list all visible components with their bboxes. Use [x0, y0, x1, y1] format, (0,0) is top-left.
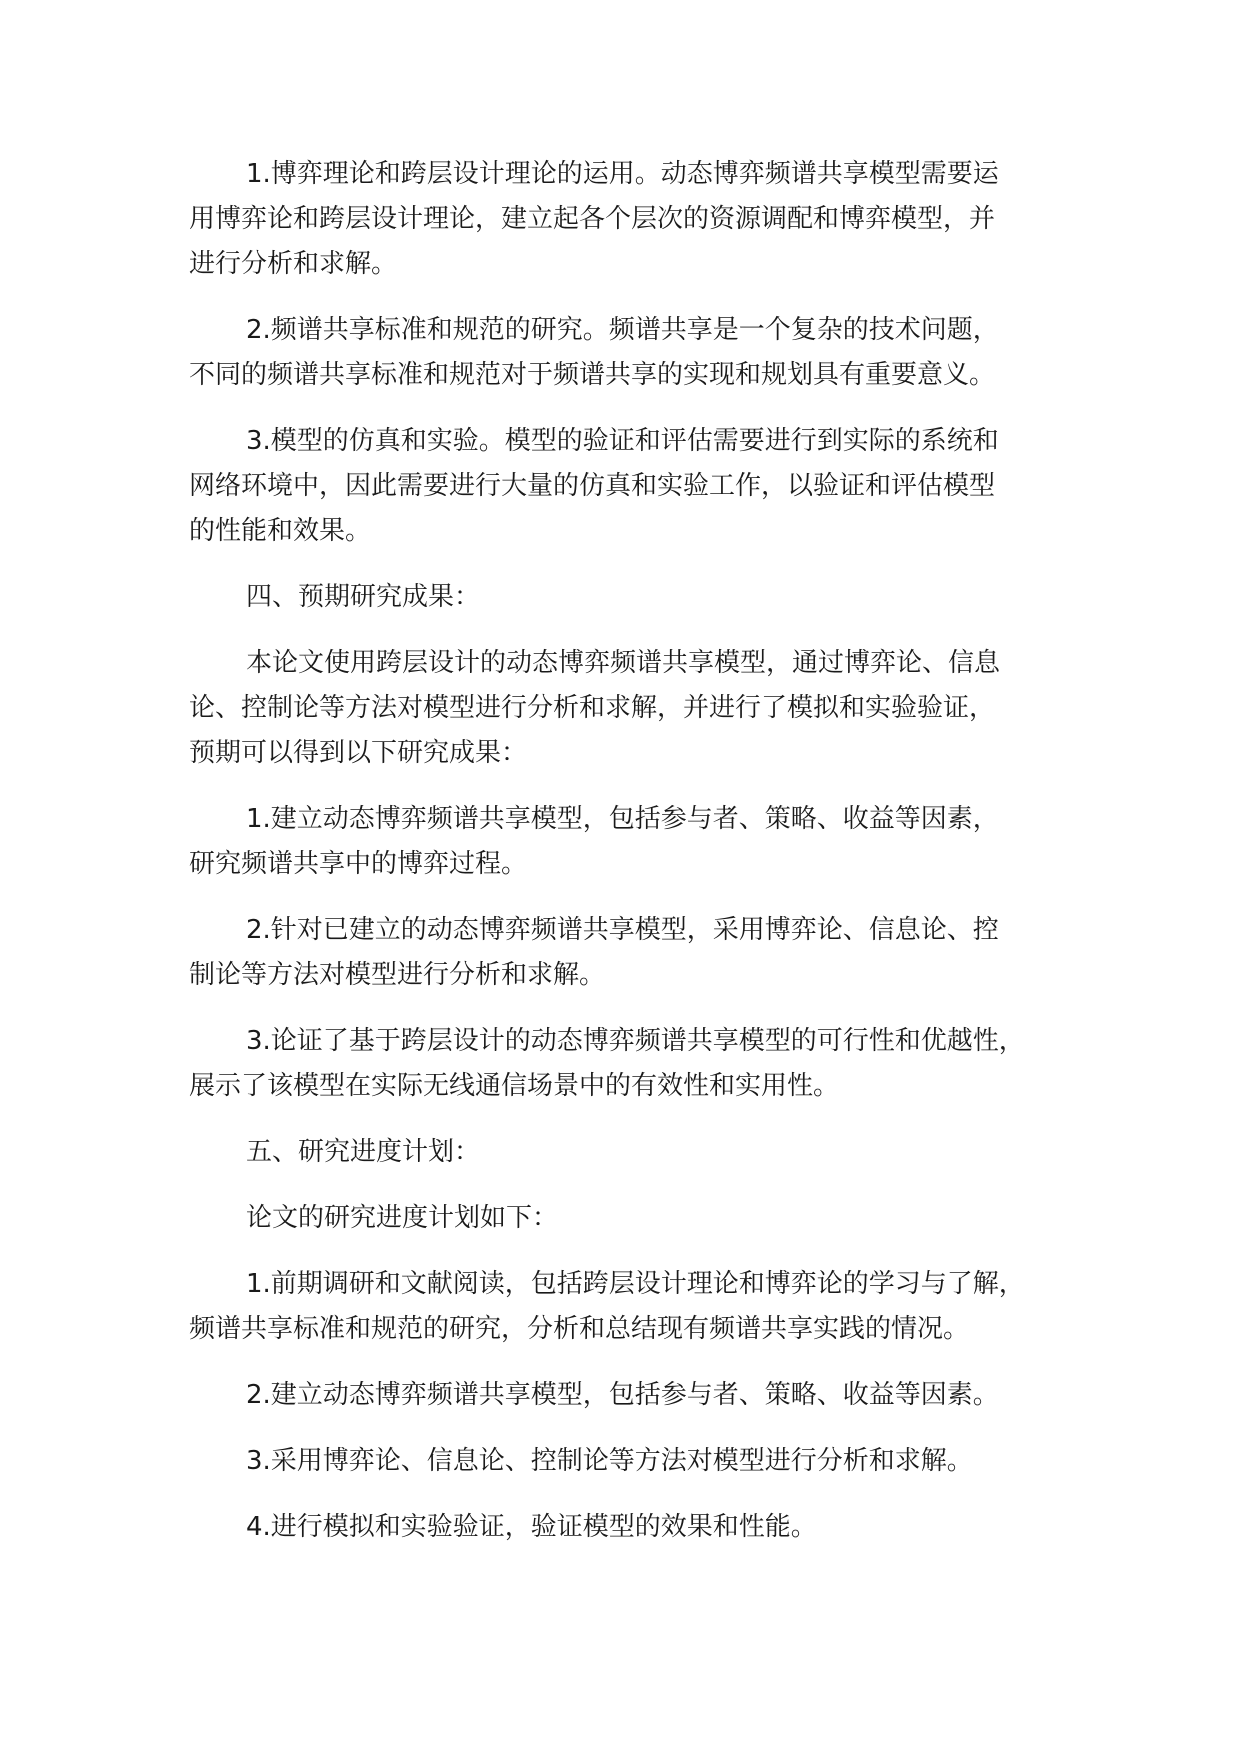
text-line: 2.建立动态博弈频谱共享模型，包括参与者、策略、收益等因素。	[246, 1380, 999, 1410]
text-line: 用博弈论和跨层设计理论，建立起各个层次的资源调配和博弈模型，并	[189, 204, 996, 234]
text-line: 网络环境中，因此需要进行大量的仿真和实验工作，以验证和评估模型	[189, 471, 996, 501]
text-line: 制论等方法对模型进行分析和求解。	[189, 960, 606, 990]
paragraph-schedule-step-1	[189, 1262, 1089, 1352]
text-line: 2.针对已建立的动态博弈频谱共享模型，采用博弈论、信息论、控	[246, 915, 999, 945]
text-line: 本论文使用跨层设计的动态博弈频谱共享模型，通过博弈论、信息	[246, 648, 1001, 678]
text-line: 论文的研究进度计划如下：	[246, 1203, 559, 1233]
text-line: 预期可以得到以下研究成果：	[189, 738, 528, 768]
paragraph-expected-result-1	[189, 797, 1089, 887]
text-line: 1.博弈理论和跨层设计理论的运用。动态博弈频谱共享模型需要运	[246, 159, 999, 189]
text-line: 1.建立动态博弈频谱共享模型，包括参与者、策略、收益等因素，	[246, 804, 999, 834]
heading-text: 四、预期研究成果：	[246, 582, 481, 612]
paragraph-schedule-step-2	[189, 1373, 1089, 1418]
paragraph-schedule-step-4	[189, 1505, 1089, 1550]
text-line: 3.采用博弈论、信息论、控制论等方法对模型进行分析和求解。	[246, 1446, 973, 1476]
text-line: 展示了该模型在实际无线通信场景中的有效性和实用性。	[189, 1071, 840, 1101]
paragraph-expected-result-3	[189, 1019, 1089, 1109]
text-line: 2.频谱共享标准和规范的研究。频谱共享是一个复杂的技术问题，	[246, 315, 999, 345]
text-line: 的性能和效果。	[189, 516, 372, 546]
paragraph-schedule-step-3	[189, 1439, 1089, 1484]
text-line: 研究频谱共享中的博弈过程。	[189, 849, 528, 879]
text-line: 1.前期调研和文献阅读，包括跨层设计理论和博弈论的学习与了解，	[246, 1269, 1025, 1299]
paragraph-schedule-intro	[189, 1196, 1089, 1241]
document-body	[189, 152, 1089, 1571]
text-line: 进行分析和求解。	[189, 249, 398, 279]
text-line: 不同的频谱共享标准和规范对于频谱共享的实现和规划具有重要意义。	[189, 360, 996, 390]
paragraph-research-content-2	[189, 308, 1089, 398]
section-heading-expected-results	[189, 575, 1089, 620]
text-line: 3.论证了基于跨层设计的动态博弈频谱共享模型的可行性和优越性，	[246, 1026, 1025, 1056]
section-heading-schedule	[189, 1130, 1089, 1175]
paragraph-research-content-3	[189, 419, 1089, 554]
text-line: 频谱共享标准和规范的研究，分析和总结现有频谱共享实践的情况。	[189, 1314, 970, 1344]
heading-text: 五、研究进度计划：	[246, 1137, 481, 1167]
paragraph-expected-result-2	[189, 908, 1089, 998]
paragraph-research-content-1	[189, 152, 1089, 287]
paragraph-expected-results-intro	[189, 641, 1089, 776]
text-line: 4.进行模拟和实验验证，验证模型的效果和性能。	[246, 1512, 817, 1542]
text-line: 3.模型的仿真和实验。模型的验证和评估需要进行到实际的系统和	[246, 426, 999, 456]
text-line: 论、控制论等方法对模型进行分析和求解，并进行了模拟和实验验证，	[189, 693, 996, 723]
